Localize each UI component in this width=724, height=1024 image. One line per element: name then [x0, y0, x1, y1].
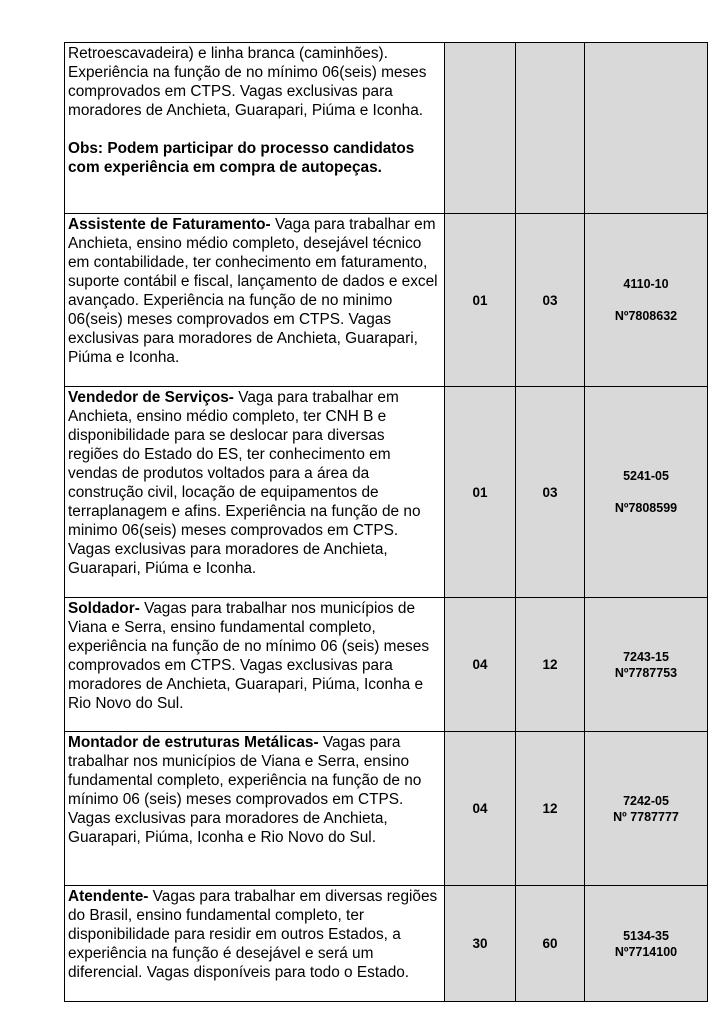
table-row — [65, 214, 708, 387]
vagas-pcd-cell: 01 — [445, 214, 516, 387]
cbo-code: 7242-05 — [623, 793, 669, 808]
vagas-pcd-cell: 04 — [445, 732, 516, 886]
job-description-cell — [65, 387, 445, 598]
table-row — [65, 43, 708, 214]
cbo-code-cell — [585, 886, 708, 1002]
job-title: Montador de estruturas Metálicas- — [68, 734, 319, 751]
vacancy-number: Nº 7787777 — [613, 809, 679, 824]
vagas-cell: 12 — [516, 598, 585, 732]
job-vacancies-table — [64, 42, 708, 1002]
job-description-text: Vagas para trabalhar nos municípios de Viana e Serra, ensino fundamental completo, experiência na função de no mínimo 06 (seis) meses comprovados em CTPS. Vagas exclusivas para moradores de Anchieta, Guarapari, Piúma, Iconha e Rio Novo do Sul. — [68, 600, 430, 712]
job-description-text: Vagas para trabalhar nos municípios de Viana e Serra, ensino fundamental completo, experiência na função de no mínimo 06 (seis) meses comprovados em CTPS. Vagas exclusivas para moradores de Anchieta, Guarapari, Piúma, Iconha e Rio Novo do Sul. — [68, 734, 422, 846]
vagas-pcd-cell — [445, 43, 516, 214]
job-description-cell — [65, 732, 445, 886]
cbo-code: 5134-35 — [623, 928, 669, 943]
job-title: Assistente de Faturamento- — [68, 216, 271, 233]
job-description-text: Vagas para trabalhar em diversas regiões do Brasil, ensino fundamental completo, ter disponibilidade para residir em outros Estados, a experiência na função é desejável e será um diferencial. Vagas disponíveis para todo o Estado. — [68, 888, 438, 981]
job-description-text: Vaga para trabalhar em Anchieta, ensino médio completo, ter CNH B e disponibilidade para se deslocar para diversas regiões do Estado do ES, ter conhecimento em vendas de produtos voltados para a área da construção civil, locação de equipamentos de terraplanagem e afins. Experiência na função de no minimo 06(seis) meses comprovados em CTPS. Vagas exclusivas para moradores de Anchieta, Guarapari, Piúma e Iconha. — [68, 389, 421, 577]
cbo-code-cell — [585, 387, 708, 598]
vagas-pcd-cell: 04 — [445, 598, 516, 732]
vacancy-number: Nº7787753 — [614, 665, 678, 680]
vacancy-number: Nº7808632 — [614, 309, 678, 323]
vacancy-number: Nº7808599 — [614, 501, 678, 515]
vacancy-number: Nº7714100 — [614, 944, 678, 959]
vagas-cell: 03 — [516, 387, 585, 598]
cbo-code: 7243-15 — [623, 649, 669, 664]
vagas-cell: 03 — [516, 214, 585, 387]
job-title: Vendedor de Serviços- — [68, 389, 234, 406]
job-description-cell — [65, 43, 445, 214]
vagas-cell: 60 — [516, 886, 585, 1002]
vagas-cell: 12 — [516, 732, 585, 886]
table-row — [65, 598, 708, 732]
cbo-code: 4110-10 — [623, 277, 669, 291]
vagas-pcd-cell: 30 — [445, 886, 516, 1002]
job-description-cell — [65, 214, 445, 387]
cbo-code-cell — [585, 598, 708, 732]
cbo-code-cell — [585, 214, 708, 387]
job-description-text: Vaga para trabalhar em Anchieta, ensino médio completo, desejável técnico em contabilidade, ter conhecimento em faturamento, suporte contábil e fiscal, lançamento de dados e excel avançado. Experiência na função de no minimo 06(seis) meses comprovados em CTPS. Vagas exclusivas para moradores de Anchieta, Guarapari, Piúma e Iconha. — [68, 216, 438, 366]
job-description-text: Retroescavadeira) e linha branca (caminhões). Experiência na função de no mínimo 06(seis) meses comprovados em CTPS. Vagas exclusivas para moradores de Anchieta, Guarapari, Piúma e Iconha. — [68, 45, 427, 119]
cbo-code-cell — [585, 43, 708, 214]
table-row — [65, 387, 708, 598]
job-title: Soldador- — [68, 600, 140, 617]
vagas-pcd-cell: 01 — [445, 387, 516, 598]
table-row — [65, 886, 708, 1002]
job-title: Atendente- — [68, 888, 149, 905]
cbo-code-cell — [585, 732, 708, 886]
cbo-code: 5241-05 — [623, 469, 669, 483]
job-description-cell — [65, 598, 445, 732]
job-obs-note: Obs: Podem participar do processo candidatos com experiência em compra de autopeças. — [68, 140, 415, 176]
table-row — [65, 732, 708, 886]
vagas-cell — [516, 43, 585, 214]
job-description-cell — [65, 886, 445, 1002]
